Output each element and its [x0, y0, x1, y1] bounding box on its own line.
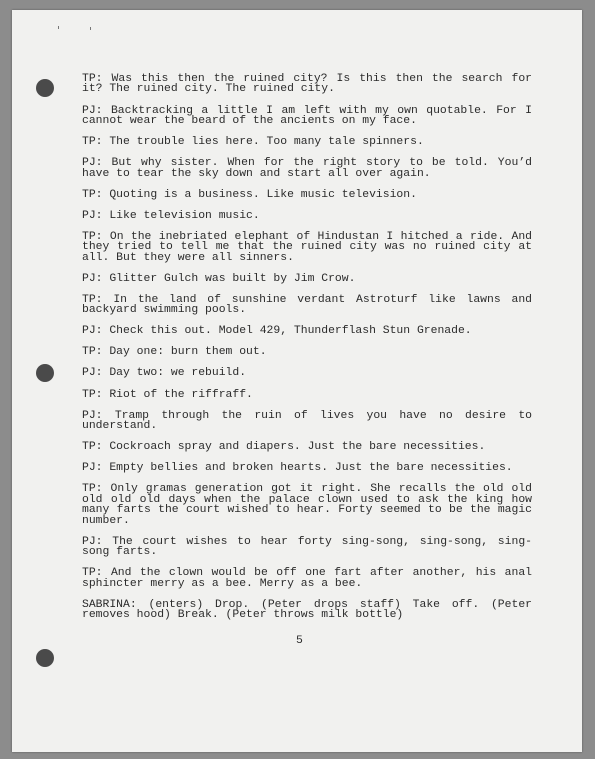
dialogue-line: PJ: Backtracking a little I am left with my own quotable. For I cannot wear the beard of the ancients on my face. [82, 104, 532, 127]
dialogue-line: PJ: Glitter Gulch was built by Jim Crow. [82, 272, 356, 285]
script-text [82, 74, 532, 631]
document-page [12, 10, 582, 752]
dialogue-line: PJ: But why sister. When for the right story to be told. You’d have to tear the sky down and start all over again. [82, 157, 532, 180]
dialogue-line: PJ: The court wishes to hear forty sing-song, sing-song, sing-song farts. [82, 535, 532, 559]
dialogue-line: TP: In the land of sunshine verdant Astroturf like lawns and backyard swimming pools. [82, 293, 532, 317]
dialogue-line: TP: Day one: burn them out. [82, 346, 267, 359]
dialogue-line: TP: The trouble lies here. Too many tale spinners. [82, 136, 424, 148]
dialogue-line: PJ: Day two: we rebuild. [82, 367, 247, 380]
dialogue-line: TP: Only gramas generation got it right. She recalls the old old old old old days when the palace clown used to ask the king how many farts the court wished to hear. Forty seemed to be the magic number. [82, 483, 532, 527]
margin-mark [58, 26, 59, 29]
dialogue-line: PJ: Check this out. Model 429, Thunderflash Stun Grenade. [82, 325, 472, 338]
dialogue-line: TP: And the clown would be off one fart after another, his anal sphincter merry as a bee. Merry as a bee. [82, 567, 532, 590]
dialogue-line: PJ: Empty bellies and broken hearts. Just the bare necessities. [82, 462, 513, 475]
dialogue-line: TP: On the inebriated elephant of Hindustan I hitched a ride. And they tried to tell me that the ruined city was no ruined city at all. But they were all sinners. [82, 230, 532, 264]
dialogue-line: TP: Quoting is a business. Like music television. [82, 188, 417, 201]
punch-hole-middle [36, 364, 54, 382]
margin-mark [90, 27, 91, 30]
dialogue-line: PJ: Tramp through the ruin of lives you have no desire to understand. [82, 409, 532, 433]
page-number: 5 [296, 635, 303, 647]
stage-direction-line: SABRINA: (enters) Drop. (Peter drops staff) Take off. (Peter removes hood) Break. (Peter throws milk bottle) [82, 598, 532, 622]
dialogue-line: TP: Riot of the riffraff. [82, 388, 253, 401]
dialogue-line: TP: Cockroach spray and diapers. Just the bare necessities. [82, 441, 486, 454]
dialogue-line: PJ: Like television music. [82, 209, 260, 222]
punch-hole-top [36, 79, 54, 97]
dialogue-line: TP: Was this then the ruined city? Is this then the search for it? The ruined city. The ruined city. [82, 73, 532, 96]
punch-hole-bottom [36, 649, 54, 667]
